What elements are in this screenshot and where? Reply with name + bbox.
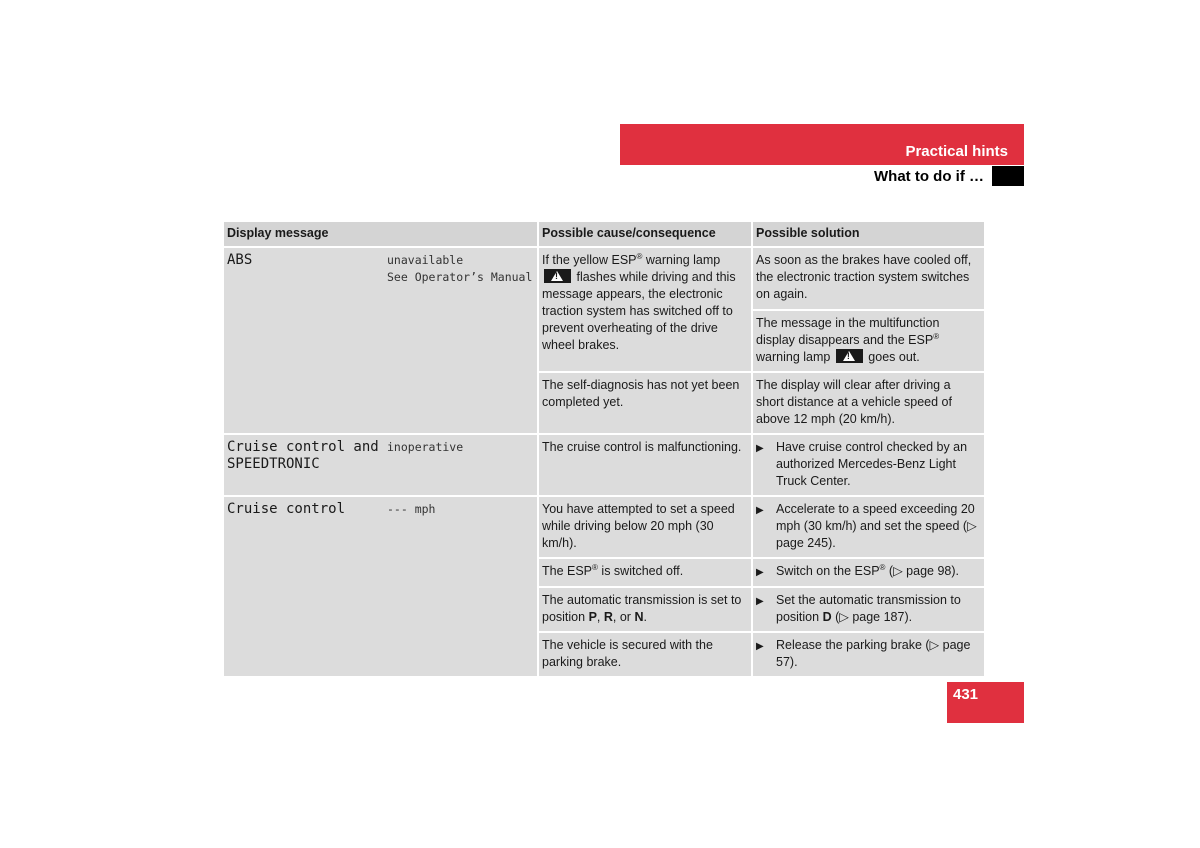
cause-cell (538, 247, 752, 372)
table-header-row (224, 222, 984, 247)
bullet-arrow-icon: ▶ (756, 641, 764, 652)
solution-text: Have cruise control checked by an authorized Mercedes-Benz Light Truck Center. (776, 440, 968, 488)
header-possible-solution: Possible solution (752, 222, 984, 247)
header-marker (992, 166, 1024, 186)
solution-text: Set the automatic transmission to position (776, 593, 961, 624)
solution-text: Switch on the ESP (776, 564, 880, 578)
solution-text: (▷ page 187). (831, 610, 913, 624)
bullet-arrow-icon: ▶ (756, 567, 764, 578)
solution-cell (752, 247, 984, 372)
solution-text: Release the parking brake (▷ page 57). (776, 638, 971, 669)
table-row (224, 434, 984, 496)
header-display-message: Display message (224, 222, 538, 247)
subsection-title: What to do if … (874, 168, 984, 185)
solution-cell (752, 434, 984, 496)
bullet-arrow-icon: ▶ (756, 443, 764, 454)
solution-cell (752, 558, 984, 587)
display-messages-table (224, 222, 984, 676)
gear-position-n: N (634, 610, 644, 624)
solution-text: As soon as the brakes have cooled off, the electronic traction system switches on again. (756, 253, 972, 301)
solution-text: warning lamp (756, 350, 831, 364)
cause-text: flashes while driving and this message appears, the electronic traction system has switched off to prevent overheating of the drive wheel brakes. (542, 270, 736, 352)
solution-text: goes out. (864, 350, 920, 364)
cause-text: warning lamp (642, 253, 721, 267)
registered-mark: ® (933, 331, 940, 341)
gear-position-r: R (603, 610, 613, 624)
cause-text: , or (612, 610, 635, 624)
warning-lamp-icon (544, 269, 571, 283)
section-title: Practical hints (905, 143, 1008, 160)
bullet-arrow-icon: ▶ (756, 505, 764, 516)
cc-message-cell (224, 496, 538, 676)
cause-cell (538, 587, 752, 632)
solution-cell (752, 632, 984, 676)
solution-text: Accelerate to a speed exceeding 20 mph (30 km/h) and set the speed (▷ page 245). (776, 502, 977, 550)
solution-cell (752, 496, 984, 558)
gear-position-d: D (822, 610, 832, 624)
solution-text: The message in the multifunction display disappears and the ESP (756, 316, 940, 347)
display-message-detail: See Operator’s Manual (387, 270, 533, 284)
registered-mark: ® (592, 562, 598, 572)
registered-mark: ® (879, 562, 886, 572)
gear-position-p: P (588, 610, 597, 624)
display-message-detail: inoperative (387, 440, 464, 454)
display-message: Cruise control and SPEEDTRONIC (227, 439, 379, 472)
table-row (224, 496, 984, 558)
cause-cell: The cruise control is malfunctioning. (538, 434, 752, 496)
solution-cell (752, 587, 984, 632)
cc-speedtronic-message-cell (224, 434, 538, 496)
cause-cell (538, 558, 752, 587)
page-number-box (947, 682, 1024, 723)
solution-text: (▷ page 98). (885, 564, 959, 578)
cause-cell: The self-diagnosis has not yet been completed yet. (538, 372, 752, 434)
solution-cell: The display will clear after driving a short distance at a vehicle speed of above 12 mph (20 km/h). (752, 372, 984, 434)
cause-text: The ESP (542, 564, 593, 578)
bullet-arrow-icon: ▶ (756, 596, 764, 607)
display-message: Cruise control (227, 501, 346, 517)
cause-cell: The vehicle is secured with the parking brake. (538, 632, 752, 676)
registered-mark: ® (636, 251, 643, 261)
section-header-bar (620, 124, 1024, 165)
cause-text: The automatic transmission is set to position (542, 593, 742, 624)
display-message: ABS (227, 252, 253, 268)
display-message-detail: --- mph (387, 502, 436, 516)
header-possible-cause: Possible cause/consequence (538, 222, 752, 247)
display-message-detail: unavailable (387, 253, 464, 267)
table-row (224, 247, 984, 372)
solution-paragraph (753, 309, 984, 366)
warning-lamp-icon (836, 349, 863, 363)
page-number: 431 (953, 686, 979, 703)
cause-text: , (596, 610, 604, 624)
cause-cell: You have attempted to set a speed while driving below 20 mph (30 km/h). (538, 496, 752, 558)
cause-text: If the yellow ESP (542, 253, 637, 267)
cause-text: is switched off. (597, 564, 684, 578)
cause-text: . (643, 610, 647, 624)
abs-message-cell (224, 247, 538, 434)
